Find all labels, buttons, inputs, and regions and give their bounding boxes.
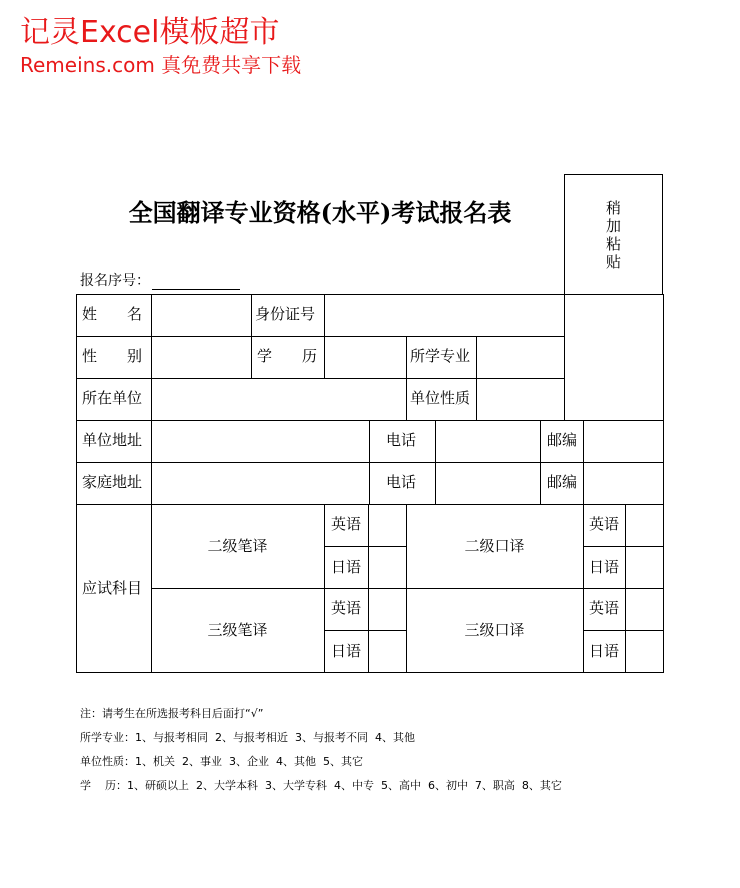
english-label: 英语 — [588, 515, 619, 533]
home-address-label: 家庭地址 — [82, 473, 143, 491]
work-address-label: 单位地址 — [82, 431, 143, 449]
id-number-label: 身份证号 — [255, 305, 316, 323]
serial-number-label: 报名序号： — [80, 273, 150, 289]
watermark-title: 记灵Excel模板超市 — [20, 15, 280, 50]
notes — [80, 702, 562, 798]
note-line: 注：请考生在所选报考科目后面打“√” — [80, 707, 264, 720]
japanese-label: 日语 — [588, 558, 619, 576]
note-line: 学 历：1、研硕以上 2、大学本科 3、大学专科 4、中专 5、高中 6、初中 7、职高 8、其它 — [80, 779, 562, 792]
level2-oral-label: 二级口译 — [464, 537, 525, 555]
postcode-label-2: 邮编 — [547, 473, 578, 491]
phone-label-2: 电话 — [386, 473, 417, 491]
level3-written-label: 三级笔译 — [207, 621, 268, 639]
english-label: 英语 — [588, 599, 619, 617]
name-label: 姓 名 — [82, 305, 143, 323]
watermark-subtitle: Remeins.com 真免费共享下载 — [20, 53, 302, 77]
postcode-label: 邮编 — [547, 431, 578, 449]
employer-label: 所在单位 — [82, 389, 143, 407]
education-label: 学 历 — [257, 347, 318, 365]
note-line: 所学专业：1、与报考相同 2、与报考相近 3、与报考不同 4、其他 — [80, 731, 415, 744]
japanese-label: 日语 — [588, 642, 619, 660]
subjects-label: 应试科目 — [82, 579, 143, 597]
japanese-label: 日语 — [330, 642, 361, 660]
level2-written-label: 二级笔译 — [207, 537, 268, 555]
form-title: 全国翻译专业资格(水平)考试报名表 — [128, 198, 512, 227]
japanese-label: 日语 — [330, 558, 361, 576]
gender-label: 性 别 — [82, 347, 143, 365]
note-line: 单位性质：1、机关 2、事业 3、企业 4、其他 5、其它 — [80, 755, 363, 768]
photo-label: 稍 加 粘 贴 — [605, 199, 621, 271]
employer-type-label: 单位性质 — [410, 389, 471, 407]
level3-oral-label: 三级口译 — [464, 621, 525, 639]
major-label: 所学专业 — [410, 347, 471, 365]
phone-label: 电话 — [386, 431, 417, 449]
english-label: 英语 — [330, 599, 361, 617]
english-label: 英语 — [330, 515, 361, 533]
